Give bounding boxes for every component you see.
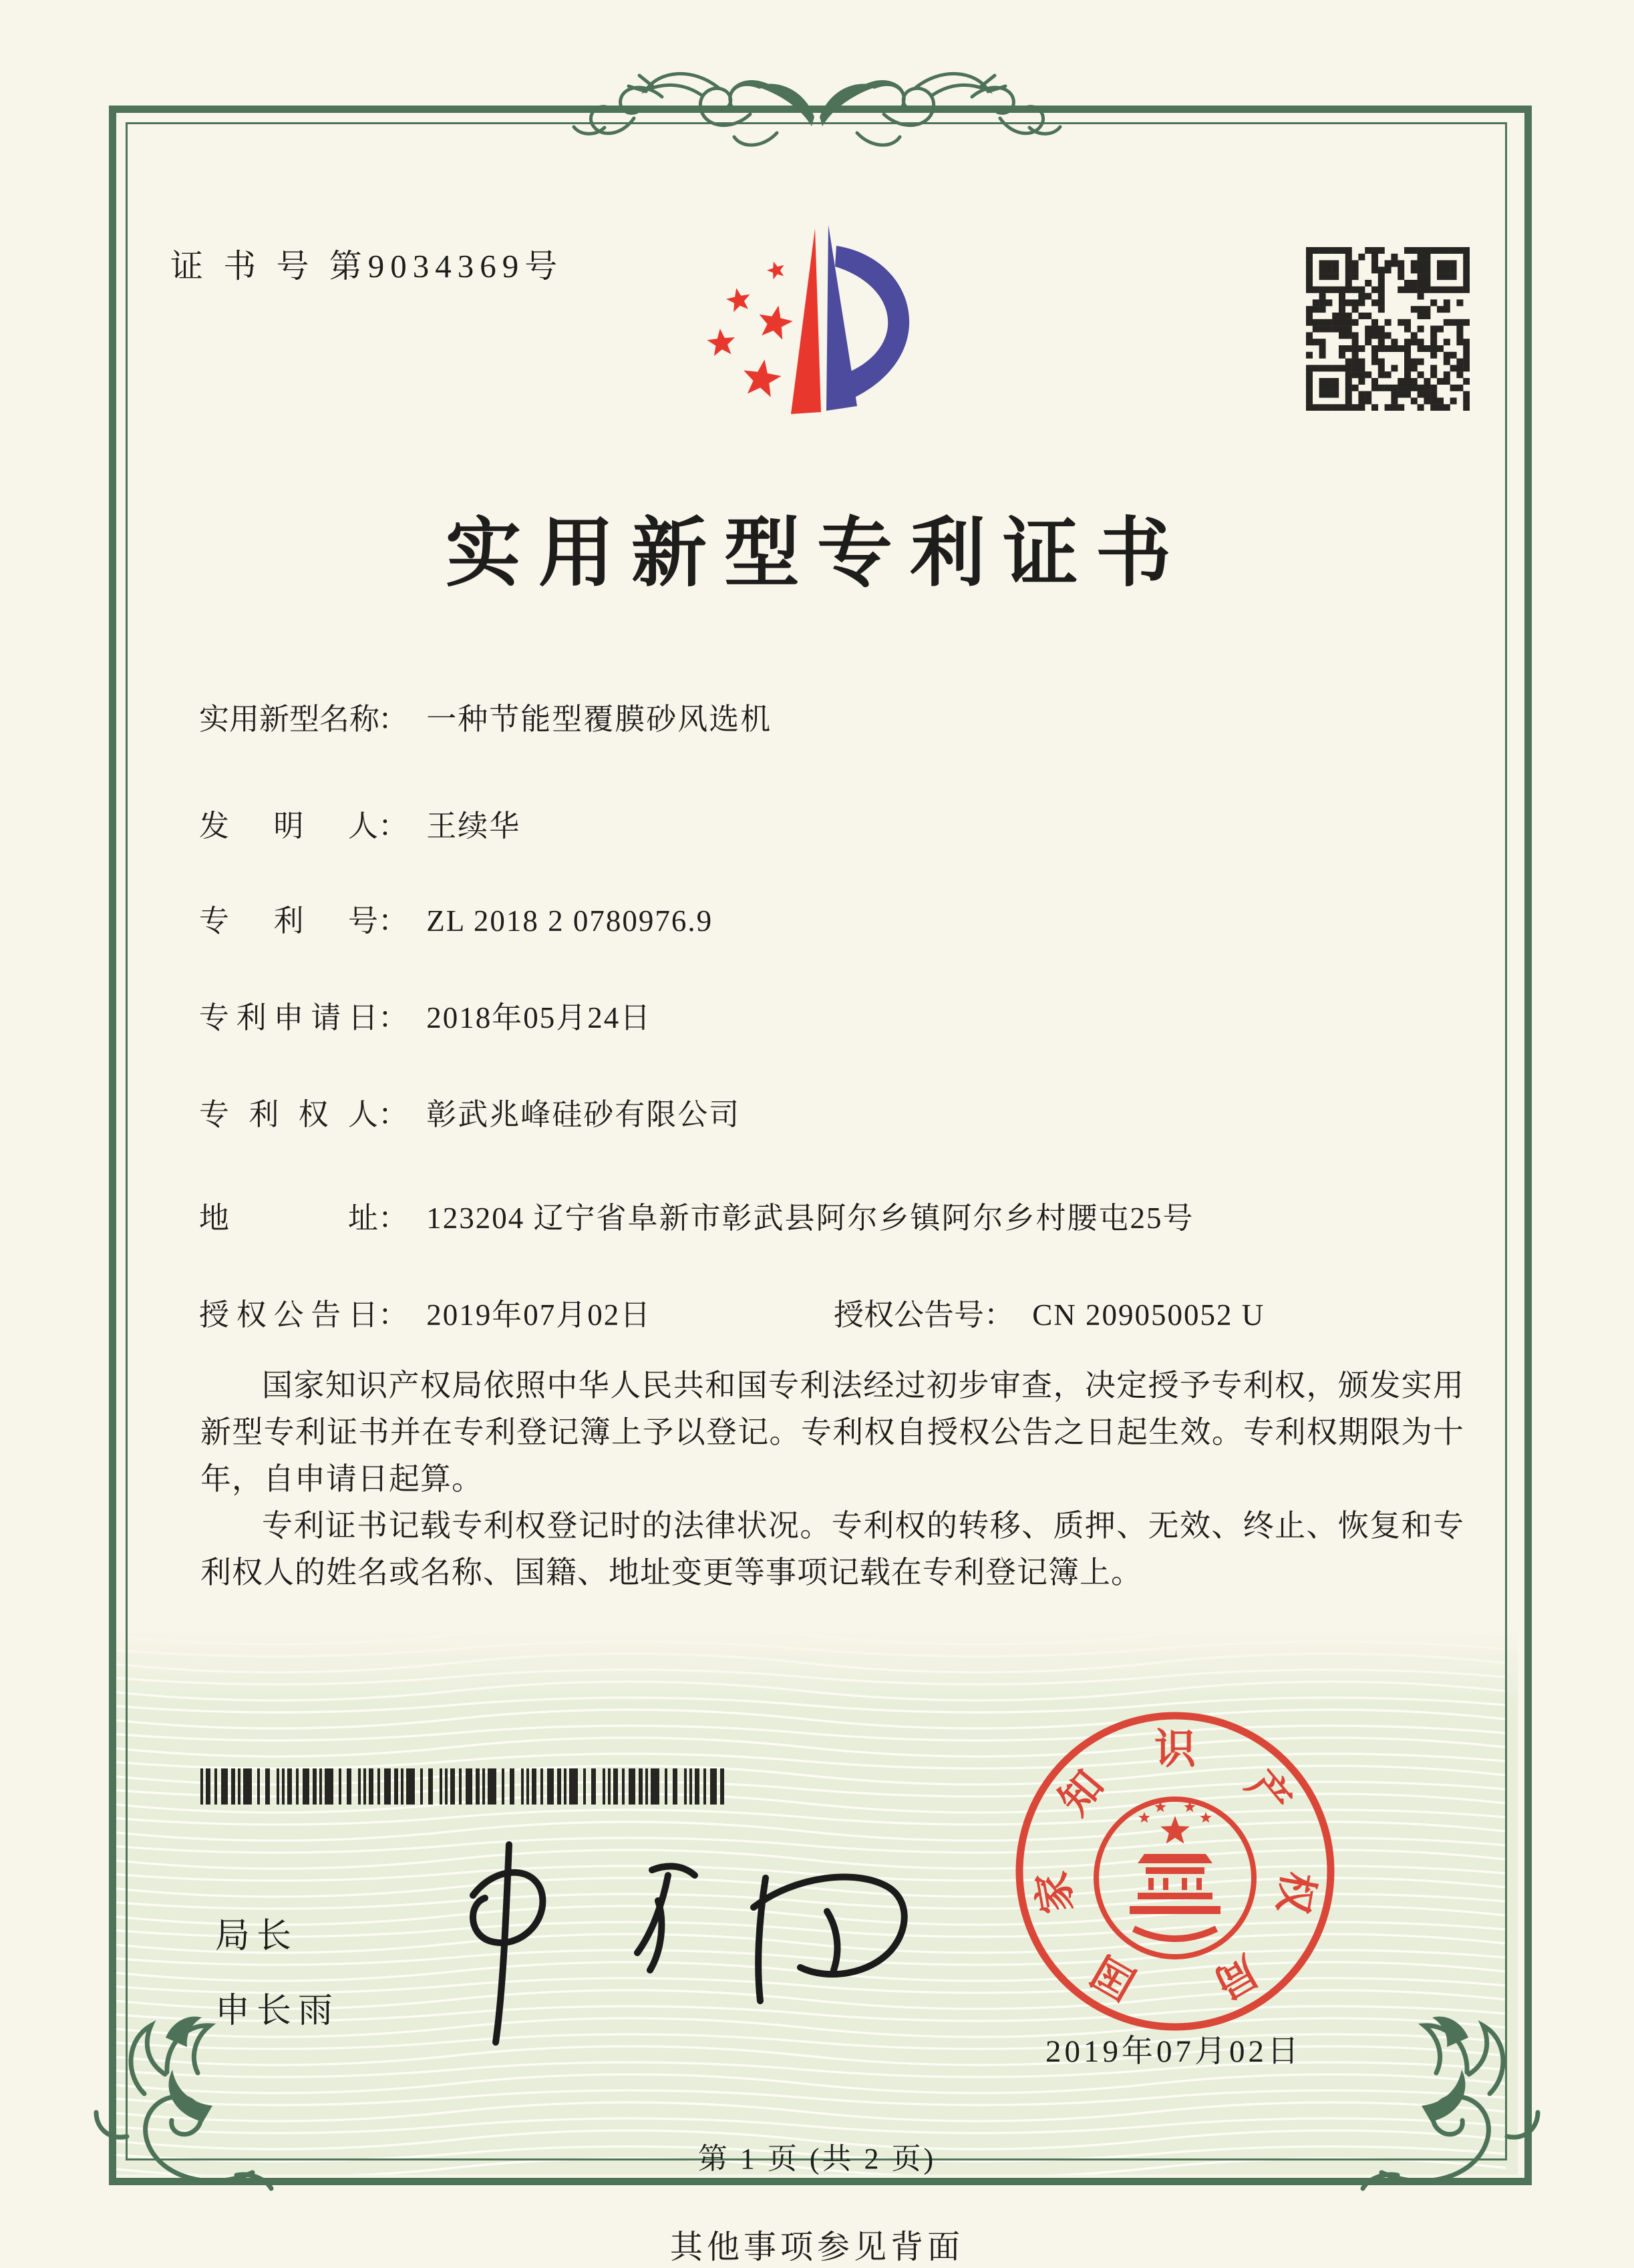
official-seal <box>1003 1700 1347 2044</box>
field-grant-number: 授权公告号： CN 209050052 U <box>834 1298 1265 1332</box>
legal-text <box>200 1362 1464 1596</box>
svg-text:国: 国 <box>1085 1946 1144 2007</box>
seal-date: 2019年07月02日 <box>1045 2034 1302 2069</box>
field-row-inventor: 发明人： 王续华 <box>199 801 520 845</box>
field-value: 2019年07月02日 <box>426 1298 652 1332</box>
field-label: 授权公告日 <box>199 1298 378 1332</box>
back-side-note: 其他事项参见背面 <box>669 2229 964 2265</box>
field-row-patent-no: 专利号： ZL 2018 2 0780976.9 <box>199 896 713 940</box>
logo-red-wedge <box>791 228 821 414</box>
certificate-title: 实用新型专利证书 <box>446 512 1188 596</box>
field-value: 一种节能型覆膜砂风选机 <box>426 703 772 736</box>
field-row-patentee: 专利权人： 彰武兆峰硅砂有限公司 <box>199 1090 740 1133</box>
svg-text:家: 家 <box>1029 1868 1082 1917</box>
seal-ring-text <box>1029 1727 1321 2007</box>
field-value: 彰武兆峰硅砂有限公司 <box>426 1098 741 1131</box>
field-label: 专利申请日 <box>199 1001 378 1034</box>
field-value: 2018年05月24日 <box>426 1001 652 1034</box>
svg-text:知: 知 <box>1051 1762 1113 1824</box>
svg-text:产: 产 <box>1237 1762 1299 1824</box>
svg-text:局: 局 <box>1206 1946 1265 2007</box>
qr-code <box>1306 247 1470 411</box>
director-name: 申长雨 <box>215 1992 340 2030</box>
logo-stars <box>707 262 793 397</box>
field-row-filing-date: 专利申请日： 2018年05月24日 <box>199 993 651 1036</box>
cnipa-logo <box>681 220 969 447</box>
director-title: 局长 <box>215 1917 299 1955</box>
field-label: 专利号 <box>199 904 378 938</box>
svg-text:识: 识 <box>1154 1727 1196 1772</box>
field-label: 地址 <box>199 1201 378 1235</box>
field-value: 123204 辽宁省阜新市彰武县阿尔乡镇阿尔乡村腰屯25号 <box>426 1201 1194 1235</box>
national-emblem <box>1096 1799 1254 1957</box>
field-row-address: 地址： 123204 辽宁省阜新市彰武县阿尔乡镇阿尔乡村腰屯25号 <box>199 1193 1194 1237</box>
field-row-name: 实用新型名称： 一种节能型覆膜砂风选机 <box>199 695 772 738</box>
field-value: ZL 2018 2 0780976.9 <box>426 904 713 938</box>
page-number: 第 1 页 (共 2 页) <box>697 2142 937 2175</box>
field-value: CN 209050052 U <box>1032 1298 1265 1332</box>
field-label: 发明人 <box>199 809 378 843</box>
barcode <box>200 1768 728 1805</box>
svg-text:权: 权 <box>1269 1868 1321 1917</box>
director-signature <box>401 1823 922 2057</box>
field-label: 专利权人 <box>199 1098 378 1131</box>
field-label: 实用新型名称 <box>199 703 380 736</box>
dragon-scroll-ornament <box>561 63 1073 170</box>
legal-paragraph-2: 专利证书记载专利权登记时的法律状况。专利权的转移、质押、无效、终止、恢复和专利权人的姓名或名称、国籍、地址变更等事项记载在专利登记簿上。 <box>200 1509 1464 1589</box>
field-label: 授权公告号 <box>834 1298 985 1332</box>
field-row-grant-date: 授权公告日： 2019年07月02日 授权公告号： CN 209050052 U <box>199 1290 651 1334</box>
field-value: 王续华 <box>426 809 521 843</box>
legal-paragraph-1: 国家知识产权局依照中华人民共和国专利法经过初步审查，决定授予专利权，颁发实用新型专利证书并在专利登记簿上予以登记。专利权自授权公告之日起生效。专利权期限为十年，自申请日起算。 <box>200 1368 1464 1496</box>
certificate-number: 证 书 号 第9034369号 <box>170 248 564 285</box>
